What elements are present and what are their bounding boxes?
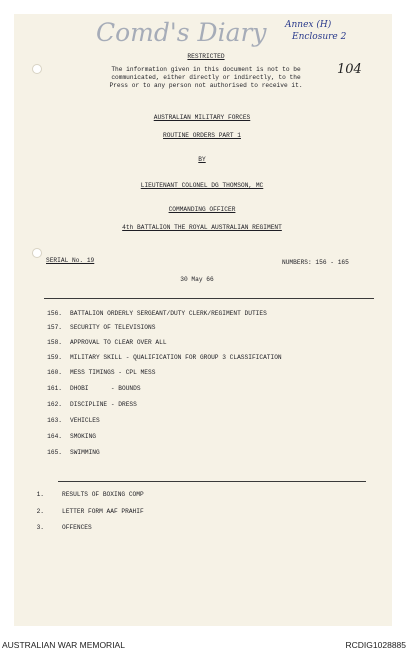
notice-line-2: communicated, either directly or indirectly, to the (111, 74, 301, 81)
punch-hole (32, 64, 42, 74)
by-label: BY (198, 156, 206, 163)
officer-appointment: COMMANDING OFFICER (168, 206, 236, 213)
divider (58, 481, 366, 482)
archive-credit: AUSTRALIAN WAR MEMORIAL (2, 640, 125, 650)
classification-marking: RESTRICTED (187, 53, 225, 60)
order-date: 30 May 66 (180, 276, 214, 283)
pencil-annotation: Comd's Diary (96, 18, 267, 47)
unit-name: 4th BATTALION THE ROYAL AUSTRALIAN REGIMENT (122, 224, 282, 231)
punch-hole (32, 248, 42, 258)
orders-title: ROUTINE ORDERS PART 1 (163, 132, 241, 139)
force-heading: AUSTRALIAN MILITARY FORCES (153, 114, 251, 121)
serial-number: SERIAL No. 19 (46, 257, 95, 264)
officer-name: LIEUTENANT COLONEL DG THOMSON, MC (140, 182, 264, 189)
enclosure-annotation: Enclosure 2 (292, 32, 347, 42)
divider (44, 298, 374, 299)
order-numbers: NUMBERS: 156 - 165 (282, 259, 349, 266)
annex-annotation: Annex (H) (285, 20, 332, 30)
page-number-annotation: 104 (337, 62, 362, 77)
document-page (14, 14, 392, 626)
record-id: RCDIG1028885 (345, 640, 406, 650)
notice-line-3: Press or to any person not authorised to receive it. (109, 82, 303, 89)
notice-line-1: The information given in this document is not to be (111, 66, 301, 73)
